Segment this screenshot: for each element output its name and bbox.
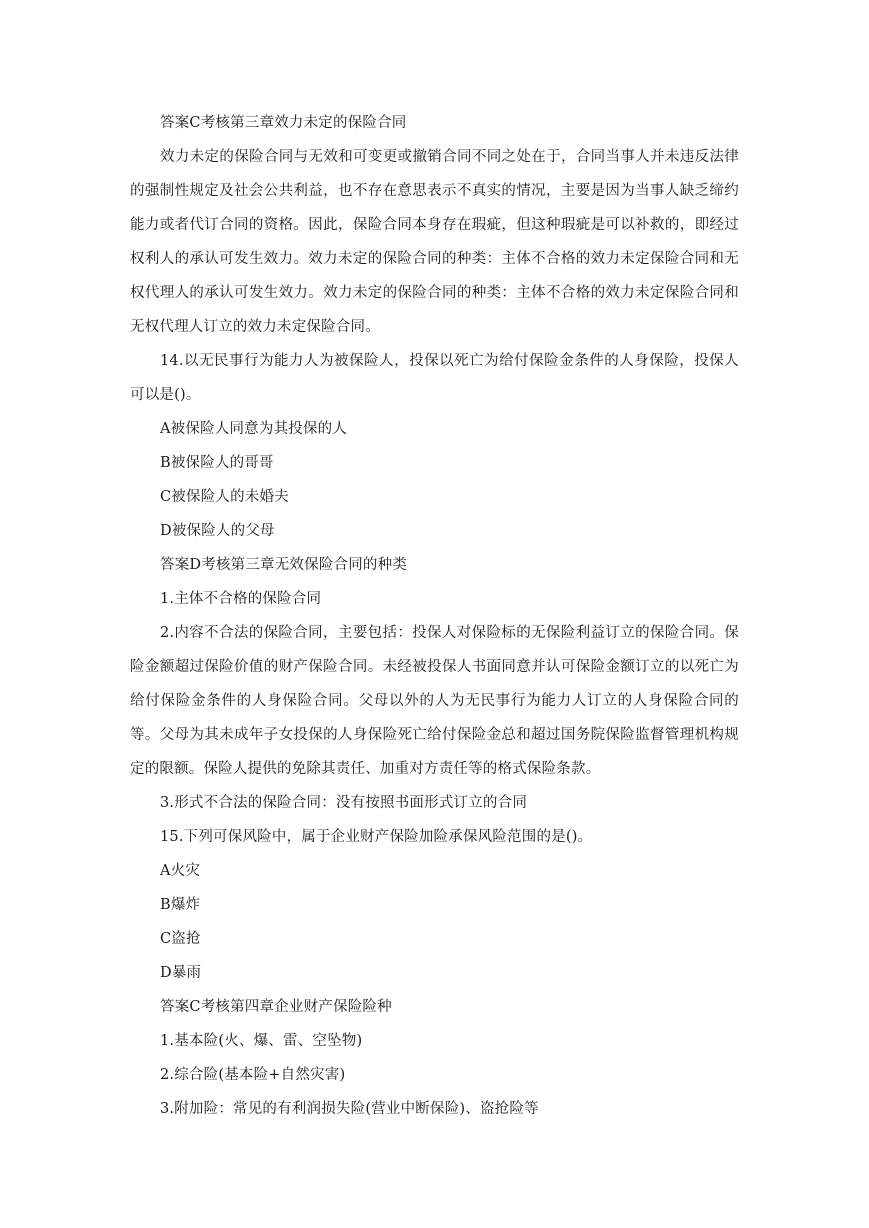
q14-option-d: D被保险人的父母 <box>160 523 275 539</box>
q14-point-1: 1.主体不合格的保险合同 <box>160 591 322 607</box>
question-14: 14.以无民事行为能力人为被保险人，投保以死亡为给付保险金条件的人身保险，投保人可以是()。 <box>130 353 739 403</box>
q15-option-a: A火灾 <box>160 863 201 879</box>
q14-point-3: 3.形式不合法的保险合同：没有按照书面形式订立的合同 <box>160 795 528 811</box>
q14-option-b: B被保险人的哥哥 <box>160 455 274 471</box>
q15-option-b: B爆炸 <box>160 897 201 913</box>
q14-option-a: A被保险人同意为其投保的人 <box>160 421 348 437</box>
explanation-paragraph-q13: 效力未定的保险合同与无效和可变更或撤销合同不同之处在于，合同当事人并未违反法律的强制性规定及社会公共利益，也不存在意思表示不真实的情况，主要是因为当事人缺乏缔约能力或者代订合同的资格。因此，保险合同本身存在瑕疵，但这种瑕疵是可以补救的，即经过权利人的承认可发生效力。效力未定的保险合同的种类：主体不合格的效力未定保险合同和无权代理人的承认可发生效力。效力未定的保险合同的种类：主体不合格的效力未定保险合同和无权代理人订立的效力未定保险合同。 <box>130 149 739 335</box>
q14-point-2: 2.内容不合法的保险合同，主要包括：投保人对保险标的无保险利益订立的保险合同。保险金额超过保险价值的财产保险合同。未经被投保人书面同意并认可保险金额订立的以死亡为给付保险金条件的人身保险合同。父母以外的人为无民事行为能力人订立的人身保险合同的等。父母为其未成年子女投保的人身保险死亡给付保险金总和超过国务院保险监督管理机构规定的限额。保险人提供的免除其责任、加重对方责任等的格式保险条款。 <box>130 625 739 777</box>
q15-option-d: D暴雨 <box>160 965 202 981</box>
answer-heading-q15: 答案C考核第四章企业财产保险险种 <box>160 999 392 1015</box>
q14-option-c: C被保险人的未婚夫 <box>160 489 289 505</box>
q15-option-c: C盗抢 <box>160 931 201 947</box>
q15-point-1: 1.基本险(火、爆、雷、空坠物) <box>160 1033 363 1049</box>
question-15: 15.下列可保风险中，属于企业财产保险加险承保风险范围的是()。 <box>160 829 593 845</box>
answer-heading-q14: 答案D考核第三章无效保险合同的种类 <box>160 557 408 573</box>
answer-heading-q13: 答案C考核第三章效力未定的保险合同 <box>160 115 407 131</box>
q15-point-3: 3.附加险：常见的有利润损失险(营业中断保险)、盗抢险等 <box>160 1101 539 1117</box>
q15-point-2: 2.综合险(基本险+自然灾害) <box>160 1067 346 1083</box>
